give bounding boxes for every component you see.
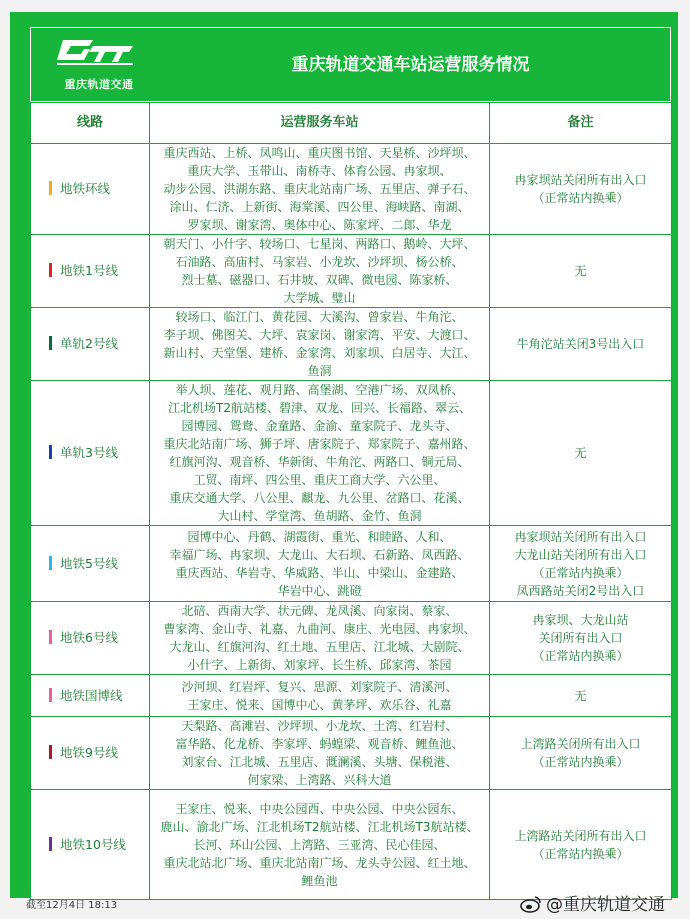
station-list-line: 大学城、璧山 [283,291,356,305]
line-cell [31,381,150,526]
station-list-line: 较场口、临江门、黄花园、大溪沟、曾家岩、牛角沱、 [175,310,464,324]
note-line: 关闭所有出入口 [538,631,623,645]
table-row [31,675,672,717]
poster [10,12,678,898]
line-name: 地铁9号线 [60,745,118,760]
logo-text: 重庆轨道交通 [64,78,134,91]
station-list-line: 重庆北站南广场、狮子坪、唐家院子、郑家院子、嘉州路、 [163,437,476,451]
line-color-marker [49,336,52,350]
station-list-line: 鱼洞 [307,364,332,378]
station-list-line: 大龙山、红旗河沟、红土地、五里店、江北城、大剧院、 [169,640,470,654]
note-line: 上湾路关闭所有出入口 [520,737,641,751]
station-list-line: 鹿山、渝北广场、江北机场T2航站楼、江北机场T3航站楼、 [160,819,479,834]
watermark [520,890,665,915]
stations-cell [150,308,490,381]
station-list-line: 园博中心、丹鹤、湖霞街、重光、和睦路、人和、 [187,529,452,544]
line-cell [31,717,150,790]
station-list-line: 重庆大学、玉带山、南桥寺、体育公园、冉家坝、 [187,164,452,178]
station-list-line: 园博园、鸳鸯、金童路、金渝、童家院子、龙头寺、 [181,419,458,433]
line-cell [31,526,150,602]
line-color-marker [49,630,52,644]
table-row [31,602,672,675]
note-cell [490,675,672,717]
station-list-line: 李子坝、佛图关、大坪、袁家岗、谢家湾、平安、大渡口、 [163,328,476,342]
station-list-line: 华岩中心、跳磴 [277,583,362,598]
station-list-line: 何家梁、上湾路、兴科大道 [247,773,392,787]
station-list-line: 涂山、仁济、上新街、海棠溪、四公里、海峡路、南湖、 [169,200,470,214]
table-row [31,526,672,602]
station-list-line: 曹家湾、金山寺、礼嘉、九曲河、康庄、光电园、冉家坝、 [163,622,476,636]
header [30,27,671,102]
station-list-line: 新山村、天堂堡、建桥、金家湾、刘家坝、白居寺、大江、 [163,346,476,360]
line-cell [31,308,150,381]
station-list-line: 大山村、学堂湾、鱼胡路、金竹、鱼洞 [217,509,422,523]
station-list-line: 工贸、南坪、四公里、重庆工商大学、六公里、 [193,473,446,487]
stations-cell [150,717,490,790]
note-line: （正常站内换乘） [532,755,629,769]
table-row [31,308,672,381]
note-line: 凤西路站关闭2号出入口 [516,583,645,598]
note-cell [490,717,672,790]
note-cell [490,790,672,900]
note-cell [490,144,672,235]
note-line: 无 [574,446,587,460]
station-list-line: 重庆交通大学、八公里、麒龙、九公里、岔路口、花溪、 [169,491,470,505]
station-list-line: 长河、环山公园、上湾路、三亚湾、民心佳园、 [193,837,446,852]
station-list-line: 小什字、上新街、刘家坪、长生桥、邱家湾、茶园 [187,658,452,672]
station-list-line: 重庆西站、华岩寺、华威路、半山、中梁山、金建路、 [175,565,464,580]
station-list-line: 幸福广场、冉家坝、大龙山、大石坝、石新路、凤西路、 [169,547,470,562]
line-name: 地铁环线 [60,181,111,196]
station-list-line: 动步公园、洪湖东路、重庆北站南广场、五里店、弹子石、 [163,182,476,196]
logo-mark-icon [53,36,145,70]
station-list-line: 朝天门、小什字、较场口、七星岗、两路口、鹅岭、大坪、 [163,237,476,251]
line-cell [31,790,150,900]
column-header-notes: 备注 [490,103,672,144]
note-line: 冉家坝站关闭所有出入口 [514,173,647,187]
logo [47,36,151,96]
line-name: 地铁5号线 [60,555,118,571]
station-list-line: 刘家台、江北城、五里店、溉澜溪、头塘、保税港、 [181,755,458,769]
line-name: 单轨2号线 [60,336,118,351]
line-name: 地铁6号线 [60,630,118,645]
table-header-row [31,103,672,144]
station-list-line: 王家庄、悦来、中央公园西、中央公园、中央公园东、 [175,801,464,816]
note-cell [490,602,672,675]
station-list-line: 烈士墓、磁器口、石井坡、双碑、微电园、陈家桥、 [181,273,458,287]
station-list-line: 罗家坝、谢家湾、奥体中心、陈家坪、二郎、华龙 [187,218,452,232]
watermark-text: @重庆轨道交通 [546,895,665,915]
station-list-line: 重庆西站、上桥、凤鸣山、重庆图书馆、天星桥、沙坪坝、 [163,146,476,160]
line-color-marker [49,837,52,851]
line-color-marker [49,556,52,570]
line-name: 地铁国博线 [60,687,123,703]
line-cell [31,675,150,717]
line-name: 地铁1号线 [60,263,118,278]
line-color-marker [49,263,52,277]
line-name: 单轨3号线 [60,445,118,460]
timestamp: 截至12月4日 18:13 [26,900,118,911]
station-list-line: 天梨路、高滩岩、沙坪坝、小龙坎、土湾、红岩村、 [181,719,458,733]
table-row [31,144,672,235]
table-row [31,790,672,900]
column-header-stations: 运营服务车站 [150,103,490,144]
station-list-line: 北碚、西南大学、状元碑、龙凤溪、向家岗、蔡家、 [181,604,458,618]
note-line: 冉家坝、大龙山站 [532,613,629,627]
stations-cell [150,602,490,675]
note-line: （正常站内换乘） [532,649,629,663]
note-line: 冉家坝站关闭所有出入口 [514,529,647,544]
line-color-marker [49,445,52,459]
line-color-marker [49,745,52,759]
station-list-line: 富华路、化龙桥、李家坪、蚂蝗梁、观音桥、鲤鱼池、 [175,737,464,751]
stations-cell [150,144,490,235]
line-color-marker [49,181,52,195]
table-row [31,717,672,790]
station-list-line: 王家庄、悦来、国博中心、黄茅坪、欢乐谷、礼嘉 [187,697,452,712]
note-line: （正常站内换乘） [532,565,629,580]
line-color-marker [49,688,52,702]
note-cell [490,235,672,308]
station-list-line: 举人坝、莲花、观月路、高堡湖、空港广场、双凤桥、 [175,383,464,397]
weibo-icon [520,895,542,913]
note-line: （正常站内换乘） [532,846,629,861]
station-list-line: 红旗河沟、观音桥、华新街、牛角沱、两路口、铜元局、 [169,455,470,469]
stations-cell [150,235,490,308]
page-title: 重庆轨道交通车站运营服务情况 [291,55,530,75]
station-list-line: 石油路、高庙村、马家岩、小龙坎、沙坪坝、杨公桥、 [175,255,464,269]
column-header-line: 线路 [31,103,150,144]
line-cell [31,144,150,235]
station-list-line: 重庆北站北广场、重庆北站南广场、龙头寺公园、红土地、 [163,855,476,870]
note-line: 无 [574,264,587,278]
station-list-line: 江北机场T2航站楼、碧津、双龙、回兴、长福路、翠云、 [168,401,471,415]
line-cell [31,602,150,675]
stations-cell [150,675,490,717]
note-line: 大龙山站关闭所有出入口 [514,547,647,562]
note-line: （正常站内换乘） [532,191,629,205]
stations-cell [150,526,490,602]
line-name: 地铁10号线 [60,836,126,852]
note-cell [490,381,672,526]
note-cell [490,526,672,602]
note-line: 上湾路站关闭所有出入口 [514,828,647,843]
line-cell [31,235,150,308]
note-cell [490,308,672,381]
table-row [31,381,672,526]
station-list-line: 沙河坝、红岩坪、复兴、思源、刘家院子、清溪河、 [181,679,458,694]
stations-cell [150,790,490,900]
table-row [31,235,672,308]
note-line: 牛角沱站关闭3号出入口 [516,337,645,351]
station-list-line: 鲤鱼池 [301,873,338,888]
station-table [30,102,672,900]
stations-cell [150,381,490,526]
note-line: 无 [574,688,587,703]
